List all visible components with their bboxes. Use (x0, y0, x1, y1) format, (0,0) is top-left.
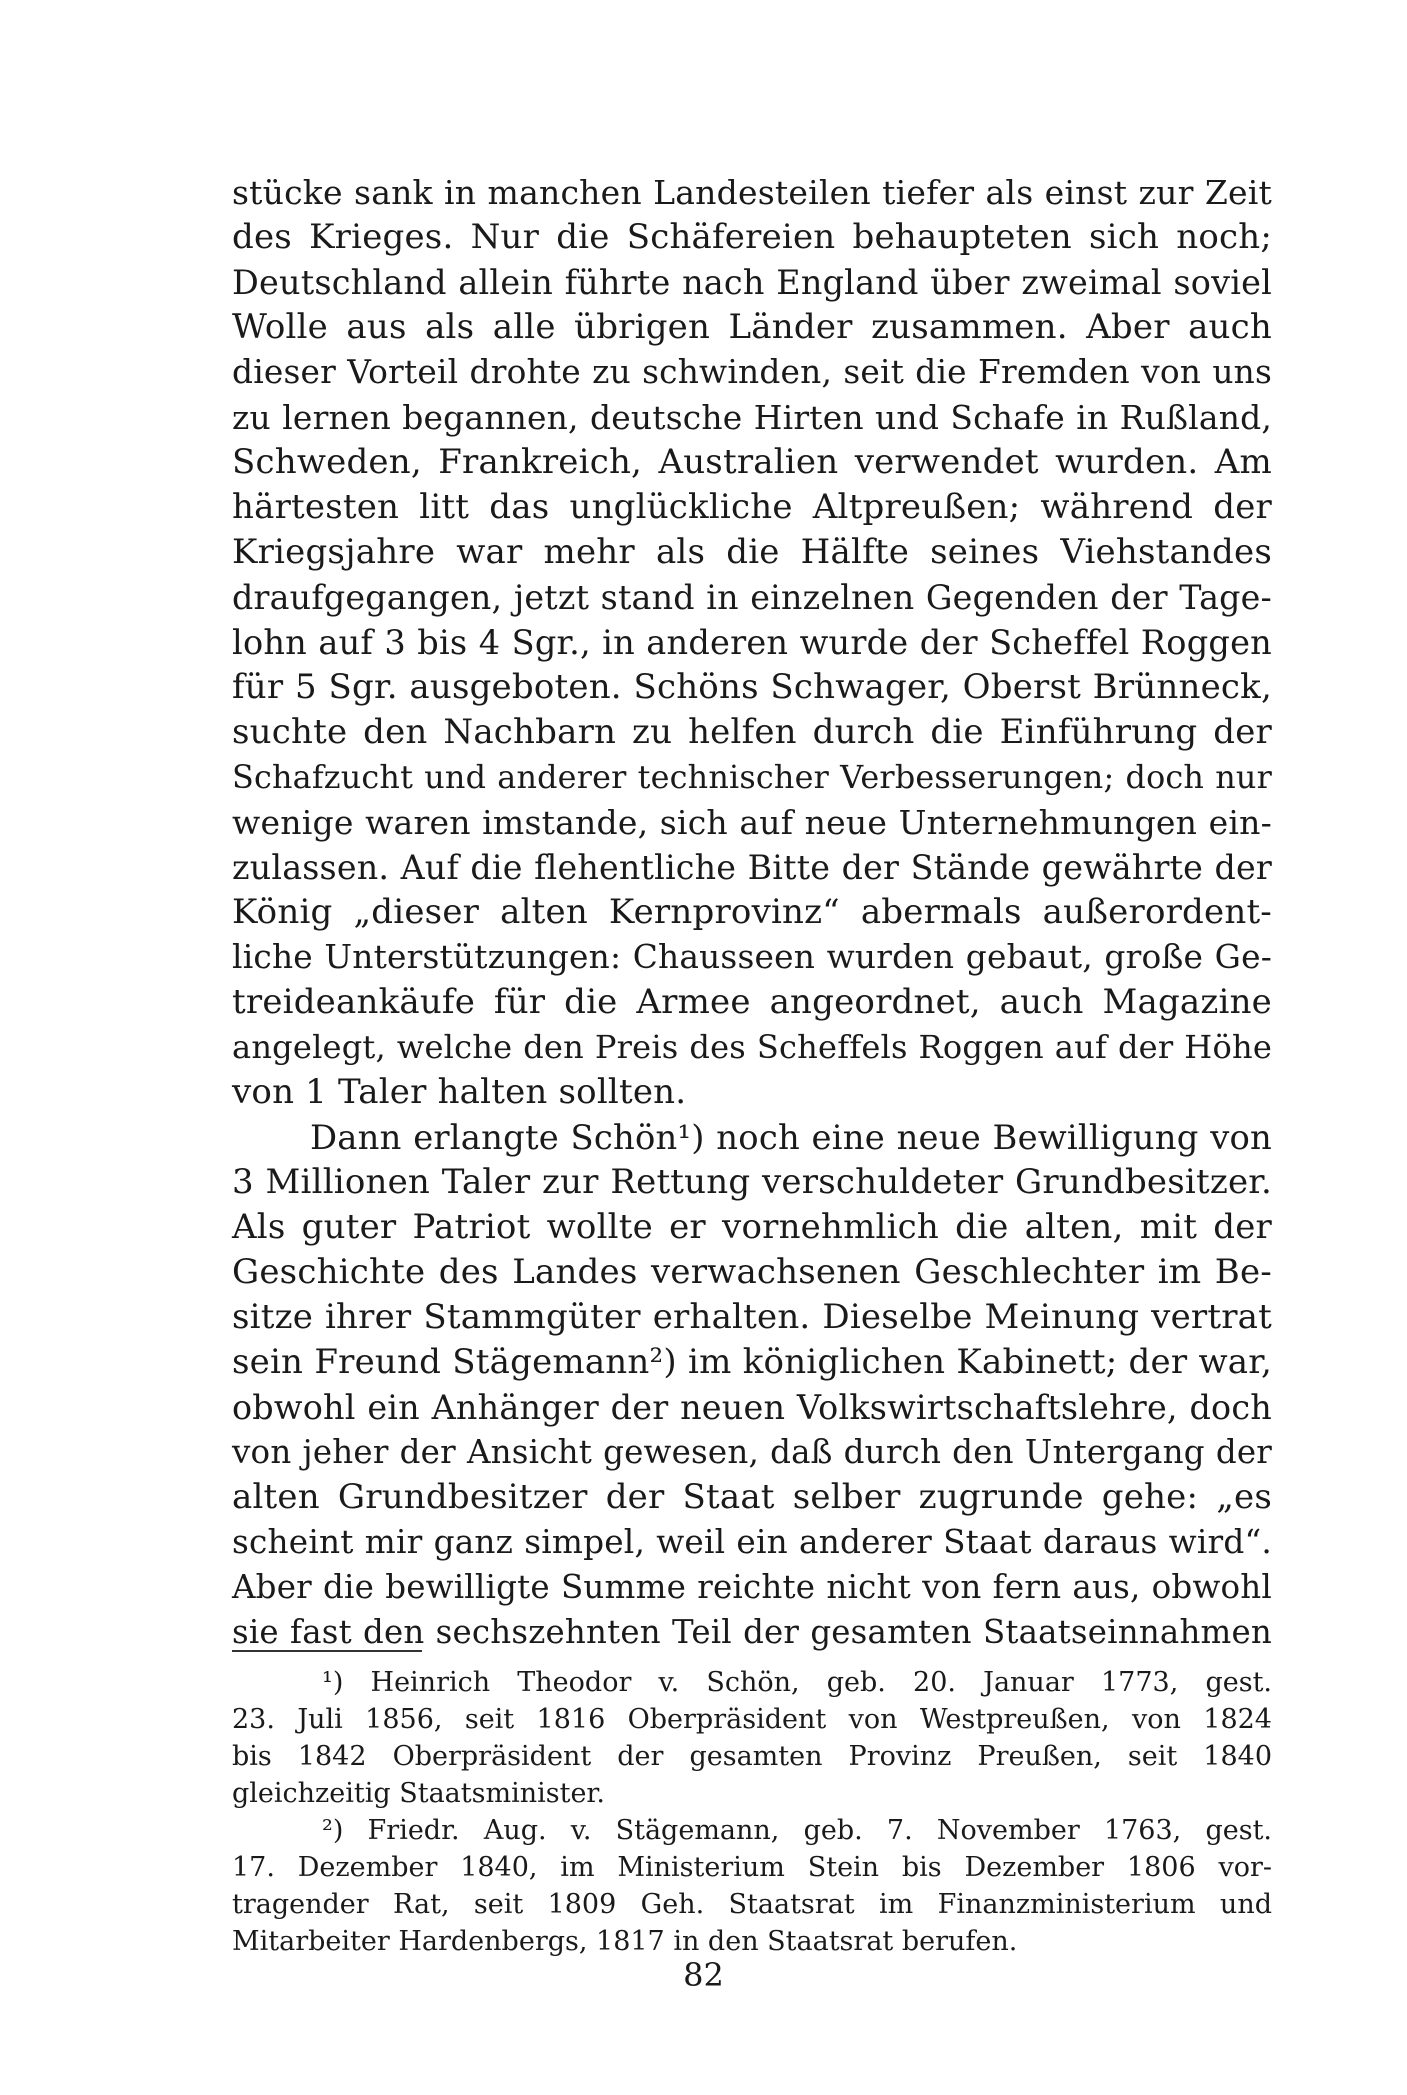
text-line: Wolle aus als alle übrigen Länder zusammen. Aber auch (232, 307, 1272, 347)
text-line: für 5 Sgr. ausgeboten. Schöns Schwager, Oberst Brünneck, (232, 667, 1272, 707)
text-line: zu lernen begannen, deutsche Hirten und Schafe in Rußland, (232, 398, 1272, 437)
text-line: des Krieges. Nur die Schäfereien behaupteten sich noch; (232, 217, 1272, 257)
text-line: lohn auf 3 bis 4 Sgr., in anderen wurde der Scheffel Roggen (232, 623, 1272, 662)
text-line: Schafzucht und anderer technischer Verbesserungen; doch nur (232, 758, 1272, 796)
text-line: sein Freund Stägemann²) im königlichen Kabinett; der war, (232, 1342, 1272, 1382)
footnote-line: ²) Friedr. Aug. v. Stägemann, geb. 7. November 1763, gest. (322, 1815, 1272, 1846)
footnotes (232, 1664, 1272, 1960)
footnote-divider (232, 1650, 422, 1652)
text-line: Aber die bewilligte Summe reichte nicht von fern aus, obwohl (232, 1568, 1272, 1606)
text-line: stücke sank in manchen Landesteilen tiefer als einst zur Zeit (232, 173, 1272, 212)
text-line: zulassen. Auf die flehentliche Bitte der Stände gewährte der (232, 848, 1272, 887)
text-line: von jeher der Ansicht gewesen, daß durch den Untergang der (232, 1433, 1272, 1471)
footnote-line: bis 1842 Oberpräsident der gesamten Provinz Preußen, seit 1840 (232, 1741, 1272, 1772)
text-line: draufgegangen, jetzt stand in einzelnen Gegenden der Tage- (232, 578, 1272, 617)
footnote-line: Mitarbeiter Hardenbergs, 1817 in den Staatsrat berufen. (232, 1926, 1018, 1957)
text-line: liche Unterstützungen: Chausseen wurden gebaut, große Ge- (232, 938, 1272, 976)
text-line: Geschichte des Landes verwachsenen Geschlechter im Be- (232, 1252, 1272, 1292)
text-line: scheint mir ganz simpel, weil ein anderer Staat daraus wird“. (232, 1523, 1272, 1561)
footnote-line: gleichzeitig Staatsminister. (232, 1778, 605, 1809)
footnote-line: 17. Dezember 1840, im Ministerium Stein bis Dezember 1806 vor- (232, 1852, 1272, 1883)
text-line: 3 Millionen Taler zur Rettung verschuldeter Grundbesitzer. (232, 1162, 1272, 1202)
page-number: 82 (683, 1956, 724, 1994)
text-line: Als guter Patriot wollte er vornehmlich die alten, mit der (232, 1207, 1272, 1247)
footnote-line: tragender Rat, seit 1809 Geh. Staatsrat im Finanzministerium und (232, 1889, 1272, 1920)
text-line: alten Grundbesitzer der Staat selber zugrunde gehe: „es (232, 1477, 1272, 1517)
footnote-line: ¹) Heinrich Theodor v. Schön, geb. 20. Januar 1773, gest. (322, 1667, 1272, 1698)
text-line: angelegt, welche den Preis des Scheffels Roggen auf der Höhe (232, 1028, 1272, 1066)
text-line: suchte den Nachbarn zu helfen durch die Einführung der (232, 712, 1272, 752)
text-line: dieser Vorteil drohte zu schwinden, seit die Fremden von uns (232, 353, 1272, 391)
text-line-indented: Dann erlangte Schön¹) noch eine neue Bewilligung von (310, 1118, 1272, 1157)
text-line: Schweden, Frankreich, Australien verwendet wurden. Am (232, 442, 1272, 482)
text-line: obwohl ein Anhänger der neuen Volkswirtschaftslehre, doch (232, 1388, 1272, 1427)
text-line: härtesten litt das unglückliche Altpreußen; während der (232, 487, 1272, 527)
text-line: treideankäufe für die Armee angeordnet, auch Magazine (232, 982, 1272, 1022)
text-line: wenige waren imstande, sich auf neue Unternehmungen ein- (232, 803, 1272, 842)
body-text (232, 170, 1272, 1655)
text-line: Kriegsjahre war mehr als die Hälfte seines Viehstandes (232, 532, 1272, 572)
text-line: von 1 Taler halten sollten. (232, 1072, 687, 1112)
text-line: sie fast den sechszehnten Teil der gesamten Staatseinnahmen (232, 1613, 1272, 1651)
text-line: Deutschland allein führte nach England über zweimal soviel (232, 263, 1272, 302)
footnote-line: 23. Juli 1856, seit 1816 Oberpräsident von Westpreußen, von 1824 (232, 1704, 1272, 1735)
text-line: König „dieser alten Kernprovinz“ abermals außerordent- (232, 892, 1272, 932)
text-line: sitze ihrer Stammgüter erhalten. Dieselbe Meinung vertrat (232, 1297, 1272, 1337)
